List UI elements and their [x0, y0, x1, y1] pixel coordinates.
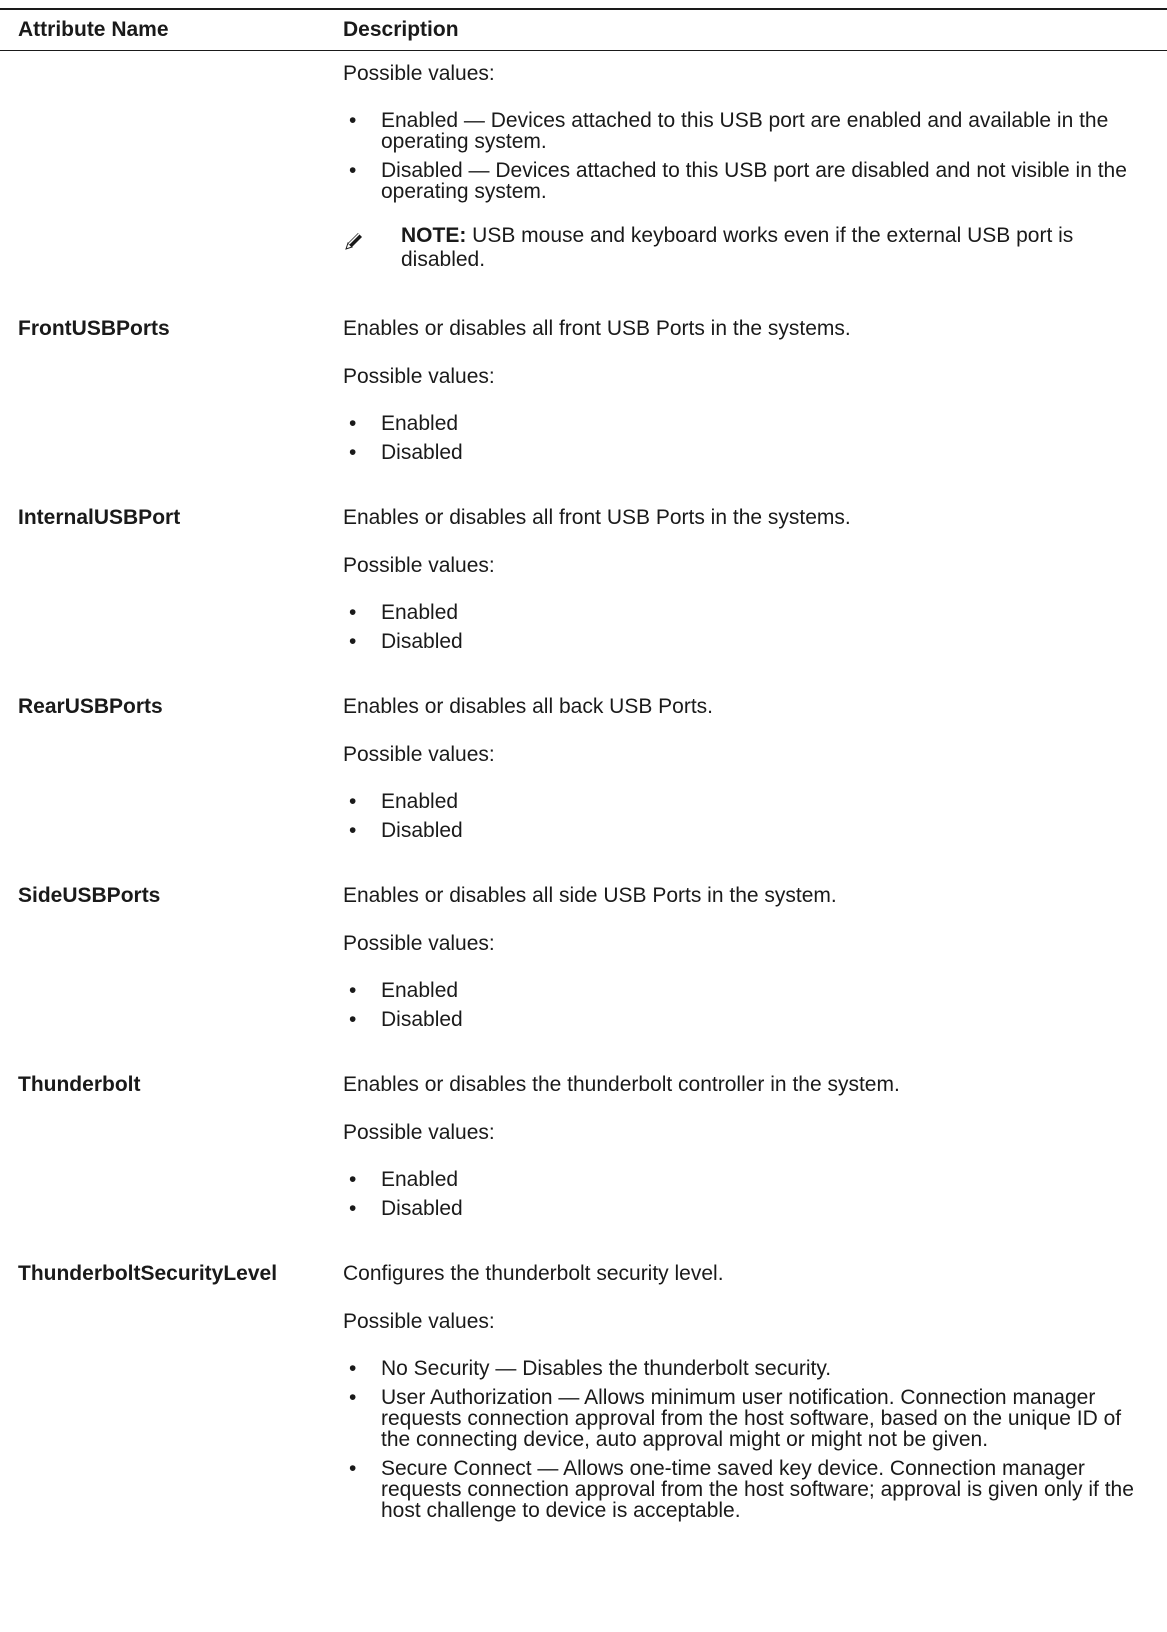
bullet-icon: • [349, 159, 357, 182]
value-list [343, 1358, 1153, 1521]
bullet-icon: • [349, 441, 357, 464]
bullet-icon: • [349, 109, 357, 132]
description-text: Configures the thunderbolt security level. [343, 1262, 724, 1285]
bullet-icon: • [349, 1197, 357, 1220]
attribute-description [343, 1262, 1153, 1529]
table-top-rule [0, 8, 1167, 10]
bullet-icon: • [349, 1386, 357, 1409]
bullet-icon: • [349, 1008, 357, 1031]
note-text: USB mouse and keyboard works even if the external USB port is disabled. [401, 224, 1074, 271]
description-text: Enables or disables all back USB Ports. [343, 695, 714, 718]
list-item: • Disabled [349, 1197, 463, 1220]
bullet-icon: • [349, 1357, 357, 1380]
note-label: NOTE: [401, 224, 467, 247]
list-item: • No Security — Disables the thunderbolt security. [349, 1357, 832, 1380]
value-list [343, 110, 1153, 202]
description-text: Enables or disables the thunderbolt controller in the system. [343, 1073, 900, 1096]
possible-values-label: Possible values: [343, 743, 495, 766]
value-list [343, 1169, 1153, 1219]
pencil-icon [343, 230, 365, 252]
list-item: • Enabled [349, 1168, 459, 1191]
list-item: • Enabled [349, 979, 459, 1002]
header-description: Description [343, 18, 459, 41]
list-item: • Secure Connect — Allows one-time saved key device. Connection manager requests connection approval from the host software; approval is given only if the host challenge to device is acceptable. [349, 1457, 1134, 1522]
value-list [343, 602, 1153, 652]
note [343, 224, 1153, 272]
list-item: • Disabled [349, 630, 463, 653]
bullet-icon: • [349, 412, 357, 435]
list-item: • Disabled — Devices attached to this USB port are disabled and not visible in the operating system. [349, 159, 1127, 203]
attribute-name: FrontUSBPorts [18, 317, 170, 340]
continued-description [343, 62, 1153, 272]
value-list [343, 980, 1153, 1030]
bullet-icon: • [349, 1168, 357, 1191]
possible-values-label: Possible values: [343, 62, 495, 85]
attribute-name: ThunderboltSecurityLevel [18, 1262, 278, 1285]
list-item: • Disabled [349, 1008, 463, 1031]
description-text: Enables or disables all front USB Ports in the systems. [343, 317, 851, 340]
list-item: • User Authorization — Allows minimum user notification. Connection manager requests connection approval from the host software, based on the unique ID of the connecting device, auto approval might or might not be given. [349, 1386, 1122, 1451]
attribute-description [343, 695, 1153, 849]
attribute-name: RearUSBPorts [18, 695, 163, 718]
attribute-description [343, 506, 1153, 660]
possible-values-label: Possible values: [343, 365, 495, 388]
list-item: • Enabled [349, 601, 459, 624]
list-item: • Enabled [349, 790, 459, 813]
header-rule [0, 50, 1167, 51]
attribute-description [343, 317, 1153, 471]
bullet-icon: • [349, 979, 357, 1002]
value-list [343, 791, 1153, 841]
attribute-name: Thunderbolt [18, 1073, 141, 1096]
description-text: Enables or disables all front USB Ports in the systems. [343, 506, 851, 529]
possible-values-label: Possible values: [343, 932, 495, 955]
possible-values-label: Possible values: [343, 1121, 495, 1144]
attribute-name: SideUSBPorts [18, 884, 161, 907]
list-item: • Enabled [349, 412, 459, 435]
list-item: • Disabled [349, 819, 463, 842]
attribute-description [343, 1073, 1153, 1227]
bullet-icon: • [349, 819, 357, 842]
attribute-description [343, 884, 1153, 1038]
table-header [0, 14, 1167, 48]
description-text: Enables or disables all side USB Ports in the system. [343, 884, 837, 907]
list-item: • Enabled — Devices attached to this USB port are enabled and available in the operating system. [349, 109, 1109, 153]
bullet-icon: • [349, 630, 357, 653]
possible-values-label: Possible values: [343, 1310, 495, 1333]
possible-values-label: Possible values: [343, 554, 495, 577]
bullet-icon: • [349, 790, 357, 813]
header-attribute-name: Attribute Name [18, 18, 169, 41]
bullet-icon: • [349, 601, 357, 624]
attribute-name: InternalUSBPort [18, 506, 181, 529]
list-item: • Disabled [349, 441, 463, 464]
value-list [343, 413, 1153, 463]
bullet-icon: • [349, 1457, 357, 1480]
